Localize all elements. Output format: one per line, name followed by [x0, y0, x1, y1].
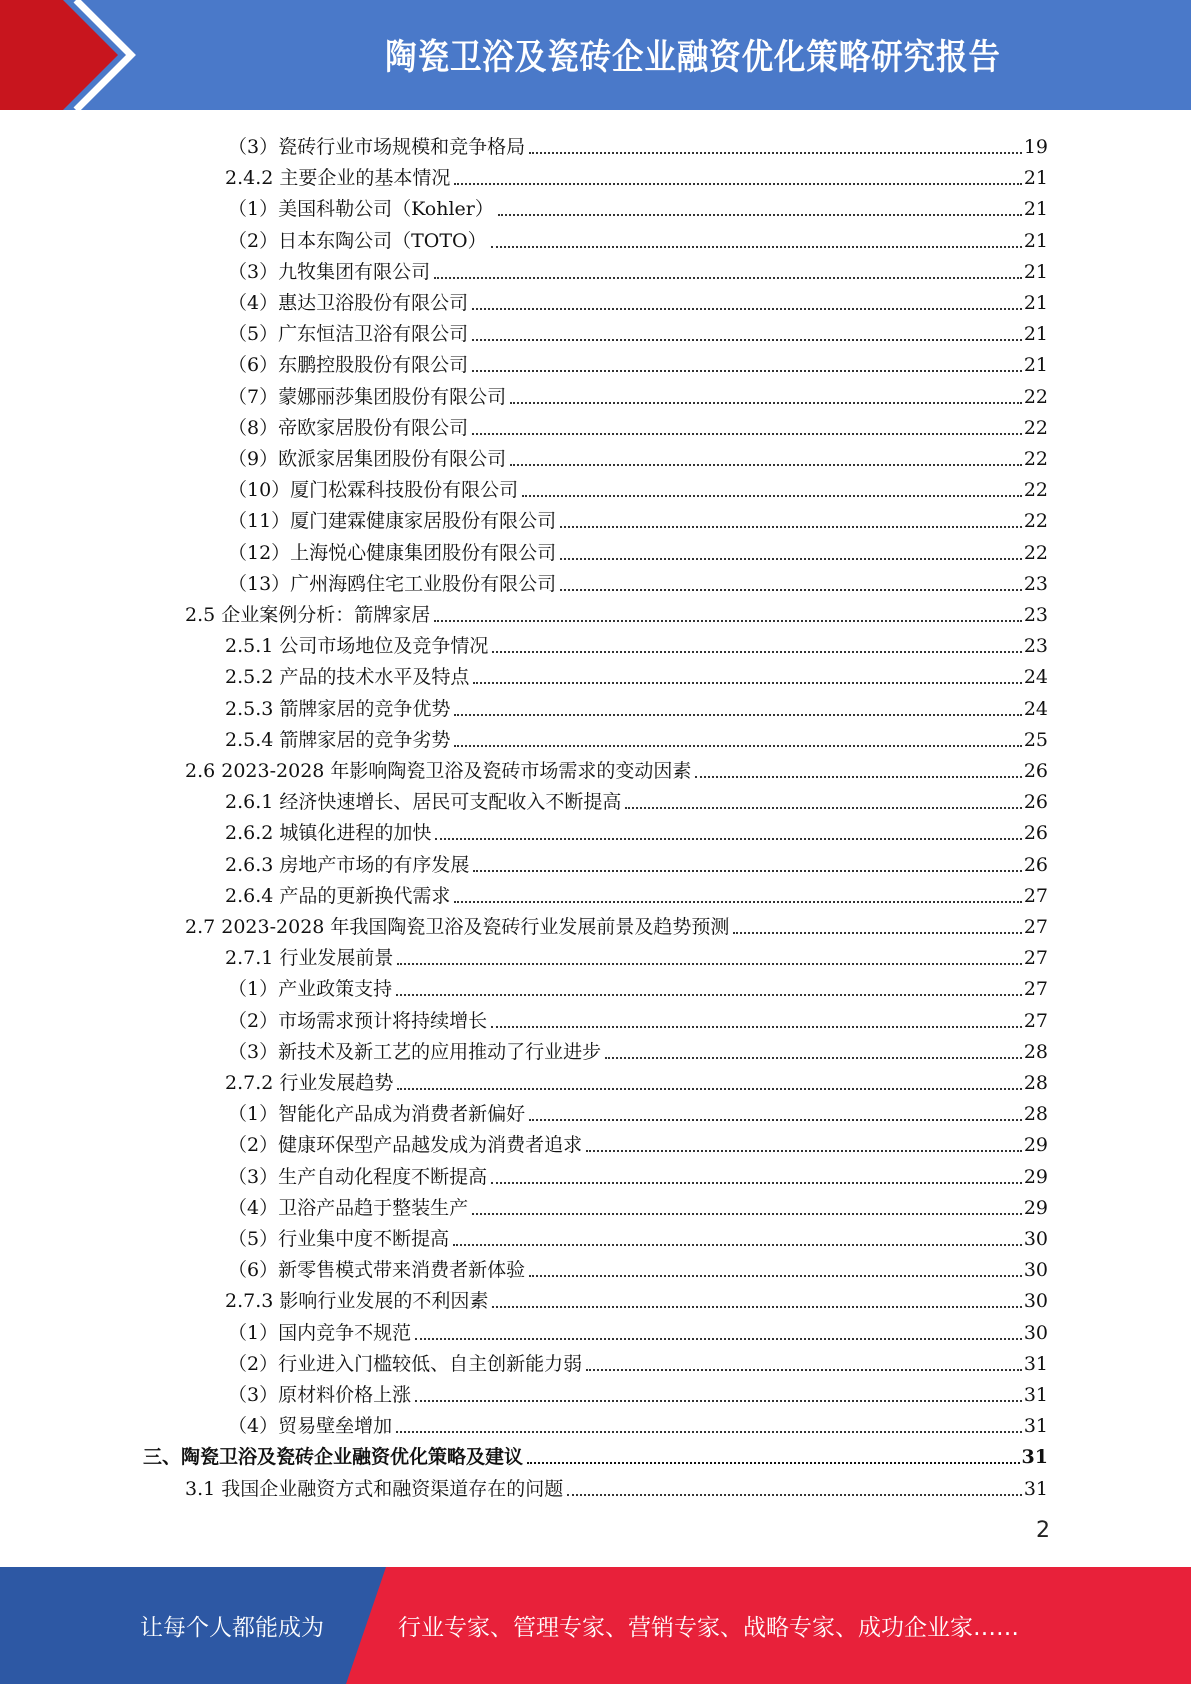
toc-entry-page-number: 31	[1021, 1446, 1048, 1469]
toc-entry[interactable]	[225, 627, 1048, 658]
toc-entry-title: （3）九牧集团有限公司	[228, 260, 431, 283]
toc-entry-page-number: 24	[1023, 697, 1048, 720]
toc-entry-title: （6）新零售模式带来消费者新体验	[228, 1259, 526, 1282]
toc-entry[interactable]	[225, 877, 1048, 908]
toc-entry-page-number: 30	[1023, 1321, 1048, 1344]
toc-entry-page-number: 31	[1023, 1415, 1048, 1438]
toc-entry-title: 2.6 2023-2028 年影响陶瓷卫浴及瓷砖市场需求的变动因素	[185, 760, 692, 782]
toc-entry-page-number: 26	[1023, 760, 1048, 782]
toc-dot-leader	[397, 963, 1021, 965]
toc-dot-leader	[733, 932, 1021, 934]
toc-entry[interactable]	[185, 908, 1048, 939]
toc-entry-page-number: 21	[1023, 198, 1048, 221]
toc-dot-leader	[522, 495, 1022, 497]
toc-entry-title: （12）上海悦心健康集团股份有限公司	[228, 541, 557, 564]
toc-entry[interactable]	[228, 471, 1048, 502]
toc-dot-leader	[434, 620, 1022, 622]
toc-dot-leader	[586, 1150, 1022, 1152]
toc-entry-page-number: 26	[1023, 822, 1048, 845]
toc-entry[interactable]	[225, 1282, 1048, 1313]
toc-entry-page-number: 23	[1023, 604, 1048, 626]
toc-entry[interactable]	[228, 565, 1048, 596]
toc-entry[interactable]	[228, 440, 1048, 471]
toc-entry[interactable]	[228, 315, 1048, 346]
toc-entry-title: 2.7 2023-2028 年我国陶瓷卫浴及瓷砖行业发展前景及趋势预测	[185, 916, 730, 938]
toc-entry-title: 2.5.4 箭牌家居的竞争劣势	[225, 728, 451, 751]
toc-dot-leader	[510, 402, 1022, 404]
toc-dot-leader	[434, 277, 1022, 279]
toc-dot-leader	[529, 1275, 1022, 1277]
toc-dot-leader	[529, 1119, 1022, 1121]
toc-entry-page-number: 21	[1023, 260, 1048, 283]
toc-entry-title: （3）原材料价格上涨	[228, 1384, 412, 1406]
toc-dot-leader	[560, 526, 1022, 528]
toc-entry[interactable]	[225, 658, 1048, 689]
toc-dot-leader	[625, 807, 1021, 809]
toc-dot-leader	[473, 682, 1021, 684]
footer-slogan-right: 行业专家、管理专家、营销专家、战略专家、成功企业家……	[398, 1615, 1019, 1641]
toc-entry[interactable]	[228, 253, 1048, 284]
toc-dot-leader	[605, 1057, 1022, 1059]
toc-dot-leader	[510, 464, 1022, 466]
page-header	[0, 0, 1191, 110]
toc-entry[interactable]	[228, 1220, 1048, 1251]
toc-entry-title: （10）厦门松霖科技股份有限公司	[228, 479, 519, 502]
toc-entry-page-number: 23	[1023, 635, 1048, 658]
toc-entry-title: （3）生产自动化程度不断提高	[228, 1165, 488, 1188]
toc-entry[interactable]	[228, 222, 1048, 253]
toc-entry[interactable]	[228, 1095, 1048, 1126]
toc-entry-page-number: 31	[1023, 1352, 1048, 1375]
toc-entry-title: 2.6.4 产品的更新换代需求	[225, 884, 451, 907]
toc-entry[interactable]	[228, 1407, 1048, 1438]
toc-dot-leader	[397, 1088, 1021, 1090]
toc-dot-leader	[472, 1213, 1022, 1215]
toc-entry-title: 2.7.3 影响行业发展的不利因素	[225, 1290, 489, 1313]
toc-dot-leader	[560, 558, 1022, 560]
toc-dot-leader	[454, 714, 1021, 716]
toc-entry-title: （2）市场需求预计将持续增长	[228, 1009, 488, 1032]
toc-entry-page-number: 22	[1023, 385, 1048, 408]
toc-dot-leader	[586, 1369, 1022, 1371]
toc-entry-title: （5）行业集中度不断提高	[228, 1228, 450, 1250]
toc-entry[interactable]	[225, 814, 1048, 845]
toc-entry-page-number: 21	[1023, 292, 1048, 314]
toc-entry-title: 2.6.2 城镇化进程的加快	[225, 822, 432, 845]
toc-entry-page-number: 26	[1023, 853, 1048, 876]
toc-dot-leader	[491, 1182, 1022, 1184]
toc-dot-leader	[396, 994, 1022, 996]
toc-entry[interactable]	[225, 939, 1048, 970]
toc-dot-leader	[560, 589, 1022, 591]
footer-slogan-left: 让每个人都能成为	[140, 1615, 324, 1641]
toc-entry[interactable]	[228, 378, 1048, 409]
toc-entry[interactable]	[228, 1126, 1048, 1157]
toc-dot-leader	[472, 433, 1022, 435]
toc-entry[interactable]	[228, 502, 1048, 533]
toc-dot-leader	[473, 870, 1021, 872]
toc-entry-page-number: 30	[1023, 1259, 1048, 1282]
toc-entry-title: （2）日本东陶公司（TOTO）	[228, 229, 487, 252]
toc-entry-title: （2）行业进入门槛较低、自主创新能力弱	[228, 1352, 583, 1375]
toc-dot-leader	[454, 183, 1021, 185]
toc-entry-page-number: 21	[1023, 323, 1048, 346]
toc-entry-title: （3）新技术及新工艺的应用推动了行业进步	[228, 1040, 602, 1063]
toc-entry-page-number: 26	[1023, 791, 1048, 814]
toc-entry-title: （11）厦门建霖健康家居股份有限公司	[228, 510, 557, 533]
toc-entry[interactable]	[225, 1064, 1048, 1095]
toc-entry-page-number: 23	[1023, 572, 1048, 595]
toc-entry-page-number: 22	[1023, 479, 1048, 502]
toc-entry-title: 2.5.1 公司市场地位及竞争情况	[225, 635, 489, 658]
toc-entry-title: 2.5.2 产品的技术水平及特点	[225, 666, 470, 689]
toc-entry-page-number: 30	[1023, 1290, 1048, 1313]
toc-entry[interactable]	[185, 1470, 1048, 1501]
toc-entry-title: （9）欧派家居集团股份有限公司	[228, 448, 507, 470]
page-number: 2	[1036, 1518, 1050, 1543]
toc-entry[interactable]	[228, 1158, 1048, 1189]
toc-dot-leader	[529, 152, 1022, 154]
toc-dot-leader	[567, 1494, 1022, 1496]
toc-entry-title: （3）瓷砖行业市场规模和竞争格局	[228, 136, 526, 158]
toc-entry-page-number: 29	[1023, 1165, 1048, 1188]
page-footer	[0, 1567, 1191, 1684]
toc-entry-title: （4）贸易壁垒增加	[228, 1415, 393, 1438]
toc-entry-title: 2.7.1 行业发展前景	[225, 947, 394, 970]
toc-entry-page-number: 21	[1023, 354, 1048, 377]
toc-entry-title: （8）帝欧家居股份有限公司	[228, 416, 469, 439]
toc-entry-page-number: 25	[1023, 728, 1048, 751]
toc-entry-page-number: 30	[1023, 1228, 1048, 1250]
toc-entry-page-number: 28	[1023, 1040, 1048, 1063]
toc-entry-title: （1）智能化产品成为消费者新偏好	[228, 1103, 526, 1126]
toc-entry-page-number: 29	[1023, 1196, 1048, 1219]
toc-entry[interactable]	[225, 846, 1048, 877]
toc-entry[interactable]	[228, 190, 1048, 221]
toc-entry-title: （6）东鹏控股股份有限公司	[228, 354, 469, 377]
toc-entry-page-number: 27	[1023, 947, 1048, 970]
toc-entry-title: 2.7.2 行业发展趋势	[225, 1072, 394, 1094]
toc-dot-leader	[454, 745, 1021, 747]
toc-entry[interactable]	[228, 1345, 1048, 1376]
toc-entry-title: （2）健康环保型产品越发成为消费者追求	[228, 1134, 583, 1157]
toc-entry[interactable]	[228, 346, 1048, 377]
toc-entry[interactable]	[228, 409, 1048, 440]
toc-dot-leader	[527, 1462, 1020, 1464]
toc-entry-page-number: 28	[1023, 1072, 1048, 1094]
toc-entry-page-number: 21	[1023, 167, 1048, 190]
toc-entry-title: （4）惠达卫浴股份有限公司	[228, 292, 469, 314]
toc-dot-leader	[435, 838, 1021, 840]
toc-entry-page-number: 24	[1023, 666, 1048, 689]
toc-entry-page-number: 21	[1023, 229, 1048, 252]
toc-entry-title: 3.1 我国企业融资方式和融资渠道存在的问题	[185, 1477, 564, 1500]
toc-dot-leader	[491, 246, 1022, 248]
toc-entry-page-number: 31	[1023, 1477, 1048, 1500]
toc-dot-leader	[454, 901, 1021, 903]
toc-entry[interactable]	[228, 1251, 1048, 1282]
toc-entry-page-number: 29	[1023, 1134, 1048, 1157]
toc-entry[interactable]	[185, 596, 1048, 627]
toc-dot-leader	[498, 214, 1022, 216]
toc-entry-title: 2.4.2 主要企业的基本情况	[225, 167, 451, 190]
toc-dot-leader	[472, 370, 1022, 372]
toc-entry-title: （5）广东恒洁卫浴有限公司	[228, 323, 469, 346]
toc-entry[interactable]	[225, 721, 1048, 752]
toc-dot-leader	[472, 339, 1022, 341]
toc-entry-page-number: 22	[1023, 510, 1048, 533]
toc-entry[interactable]	[228, 534, 1048, 565]
toc-entry-page-number: 27	[1023, 916, 1048, 938]
toc-entry[interactable]	[228, 284, 1048, 315]
toc-entry[interactable]	[185, 752, 1048, 783]
toc-entry-title: 2.6.3 房地产市场的有序发展	[225, 853, 470, 876]
toc-dot-leader	[695, 776, 1021, 778]
toc-entry-page-number: 22	[1023, 541, 1048, 564]
toc-entry[interactable]	[225, 690, 1048, 721]
toc-entry[interactable]	[228, 970, 1048, 1001]
toc-entry[interactable]	[143, 1438, 1048, 1469]
toc-entry[interactable]	[228, 1189, 1048, 1220]
toc-entry-page-number: 22	[1023, 448, 1048, 470]
toc-entry-title: （13）广州海鸥住宅工业股份有限公司	[228, 572, 557, 595]
toc-entry-page-number: 27	[1023, 978, 1048, 1001]
toc-dot-leader	[453, 1244, 1022, 1246]
toc-entry[interactable]	[228, 1376, 1048, 1407]
header-arrow-decoration	[0, 0, 160, 110]
toc-entry-page-number: 19	[1023, 136, 1048, 158]
toc-dot-leader	[472, 308, 1022, 310]
toc-entry-page-number: 31	[1023, 1384, 1048, 1406]
toc-entry-title: 2.5.3 箭牌家居的竞争优势	[225, 697, 451, 720]
toc-entry-title: （4）卫浴产品趋于整装生产	[228, 1196, 469, 1219]
toc-entry-page-number: 27	[1023, 1009, 1048, 1032]
toc-entry-title: 三、陶瓷卫浴及瓷砖企业融资优化策略及建议	[143, 1446, 524, 1469]
toc-entry-title: 2.5 企业案例分析：箭牌家居	[185, 604, 431, 626]
toc-entry[interactable]	[225, 783, 1048, 814]
toc-entry[interactable]	[228, 1314, 1048, 1345]
toc-dot-leader	[415, 1338, 1022, 1340]
toc-dot-leader	[492, 1306, 1021, 1308]
toc-entry-page-number: 28	[1023, 1103, 1048, 1126]
toc-entry-title: （7）蒙娜丽莎集团股份有限公司	[228, 385, 507, 408]
toc-dot-leader	[415, 1400, 1022, 1402]
toc-entry-page-number: 27	[1023, 884, 1048, 907]
toc-entry[interactable]	[228, 1033, 1048, 1064]
toc-entry-title: 2.6.1 经济快速增长、居民可支配收入不断提高	[225, 791, 622, 814]
toc-entry[interactable]	[228, 128, 1048, 159]
toc-entry-title: （1）国内竞争不规范	[228, 1321, 412, 1344]
toc-dot-leader	[396, 1431, 1022, 1433]
toc-entry[interactable]	[225, 159, 1048, 190]
toc-dot-leader	[491, 1026, 1022, 1028]
toc-entry-title: （1）产业政策支持	[228, 978, 393, 1001]
toc-entry[interactable]	[228, 1002, 1048, 1033]
toc-entry-page-number: 22	[1023, 416, 1048, 439]
toc-dot-leader	[492, 651, 1021, 653]
toc-entry-title: （1）美国科勒公司（Kohler）	[228, 198, 494, 221]
report-title: 陶瓷卫浴及瓷砖企业融资优化策略研究报告	[385, 38, 1001, 78]
